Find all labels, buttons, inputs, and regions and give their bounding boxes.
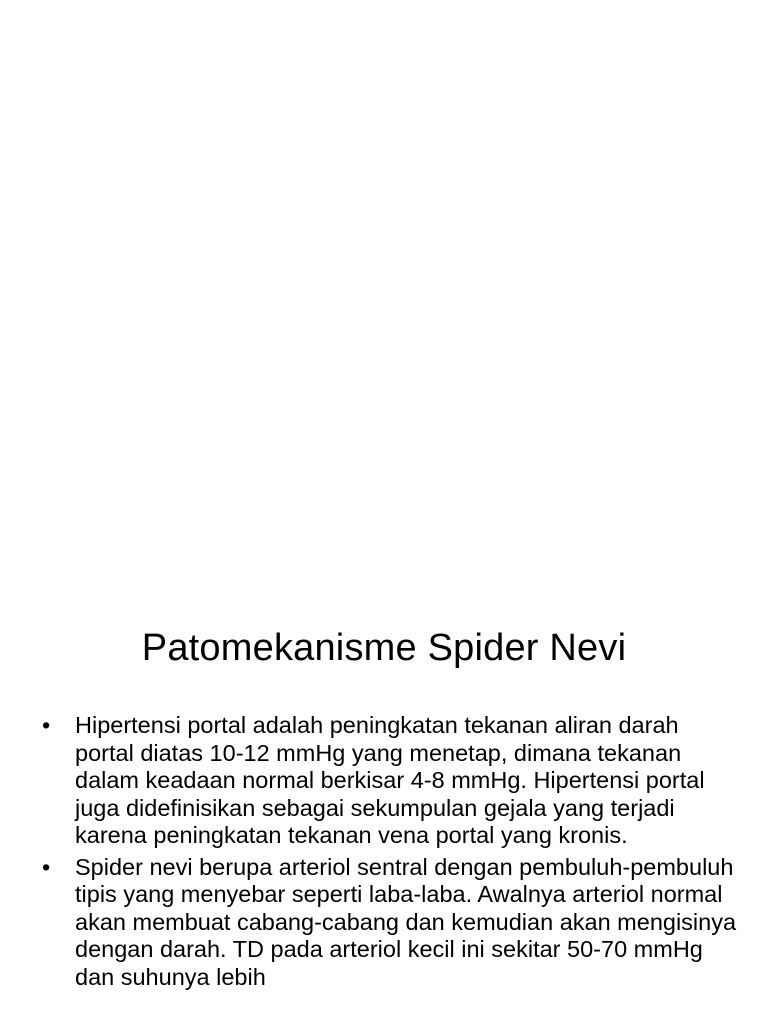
bullet-text: Hipertensi portal adalah peningkatan tekanan aliran darah portal diatas 10-12 mmHg yang menetap, dimana tekanan dalam keadaan normal berkisar 4-8 mmHg. Hipertensi portal juga didefinisikan sebagai sekumpulan gejala yang terjadi karena peningkatan tekanan vena portal yang kronis. xyxy=(75,712,705,848)
bullet-text: Spider nevi berupa arteriol sentral dengan pembuluh-pembuluh tipis yang menyebar seperti laba-laba. Awalnya arteriol normal akan membuat cabang-cabang dan kemudian akan mengisinya dengan darah. TD pada arteriol kecil ini sekitar 50-70 mmHg dan suhunya lebih xyxy=(75,853,737,990)
bullet-list xyxy=(40,712,740,995)
slide-title: Patomekanisme Spider Nevi xyxy=(141,627,627,669)
bullet-marker-icon: • xyxy=(42,712,51,738)
bullet-marker-icon: • xyxy=(42,853,51,880)
bullet-item xyxy=(40,712,740,850)
bullet-item xyxy=(40,854,740,992)
